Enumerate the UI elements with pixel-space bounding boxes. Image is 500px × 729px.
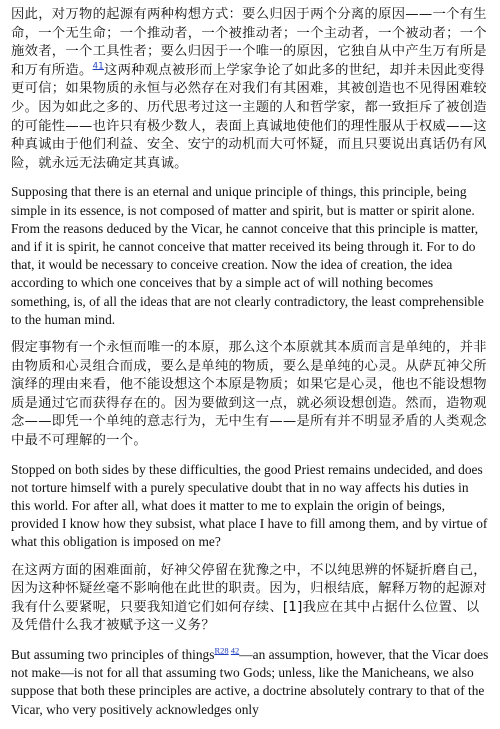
paragraph-zh-2: 假定事物有一个永恒而唯一的本原，那么这个本原就其本质而言是单纯的，并非由物质和心灵组合而成，要么是单纯的物质，要么是单纯的心灵。从萨瓦神父所演绎的理由来看，他不能设想这个本原是物质；如果它是心灵，他也不能设想物质是通过它而获得存在的。因为要做到这一点，就必须设想创造。然而，造物观念——即凭一个单纯的意志行为，无中生有——是所有并不明显矛盾的人类观念中最不可理解的一个。 xyxy=(11,339,487,448)
paragraph-zh-3: 在这两方面的困难面前，好神父停留在犹豫之中，不以纯思辨的怀疑折磨自己，因为这种怀疑丝毫不影响他在此世的职责。因为，归根结底，解释万物的起源对我有什么要紧呢，只要我知道它们如何存续、[1]我应在其中占据什么位置、以及凭借什么我才被赋予这一义务？ xyxy=(11,562,487,634)
paragraph-en-2: Stopped on both sides by these difficulties, the good Priest remains undecided, and does not torture himself with a purely speculative doubt that in no way affects his duties in this world. For after all, what does it matter to me to explain the origin of beings, provided I know how they subsist, what place I have to fill among them, and by virtue of what this obligation is imposed on me? xyxy=(11,461,488,550)
paragraph-en-3-text-a: But assuming two principles of things xyxy=(11,646,215,662)
paragraph-en-3 xyxy=(11,646,489,719)
footnote-link-42[interactable]: 42 xyxy=(230,645,240,656)
paragraph-en-1: Supposing that there is an eternal and unique principle of things, this principle, being simple in its essence, is not composed of matter and spirit, but is matter or spirit alone. From the reasons deduced by the Vicar, he cannot conceive that this principle is matter, and if it is spirit, he cannot conceive that matter received its being through it. For to do that, it would be necessary to conceive creation. Now the idea of creation, the idea according to which one conceives that by a simple act of will nothing becomes something, is, of all the ideas that are not clearly contradictory, the least comprehensible to the human mind. xyxy=(11,184,484,327)
footnote-link-41[interactable]: 41 xyxy=(92,61,105,72)
paragraph-zh-1-text-b: 这两种观点被形而上学家争论了如此多的世纪，却并未因此变得更可信；如果物质的永恒与必然存在对我们有其困难，其被创造也不见得困难较少。因为如此之多的、历代思考过这一主题的人和哲学家，都一致拒斥了被创造的可能性——也许只有极少数人，表面上真诚地使他们的理性服从于权威——这种真诚由于他们利益、安全、安宁的动机而大可怀疑，而且只要说出真话仍有风险，就永远无法确定其真诚。 xyxy=(11,62,487,171)
reference-link-r28[interactable]: R28 xyxy=(214,645,229,656)
paragraph-en-3-text-b: —an assumption, however, that the Vicar does not make—is not for all that assuming two Gods; unless, like the Manicheans, we also suppose that both these principles are active, a doctrine absolutely contrary to that of the Vicar, who very positively acknowledges only xyxy=(11,646,489,717)
paragraph-zh-1-text-a: 因此，对万物的起源有两种构想方式：要么归因于两个分离的原因——一个有生命，一个无生命；一个推动者，一个被推动者；一个主动者，一个被动者；一个施效者，一个工具性者；要么归因于一个唯一的原因，它独自从中产生万有所是和万有所造。 xyxy=(11,7,487,78)
document-page xyxy=(11,6,489,729)
paragraph-zh-1 xyxy=(11,6,489,173)
